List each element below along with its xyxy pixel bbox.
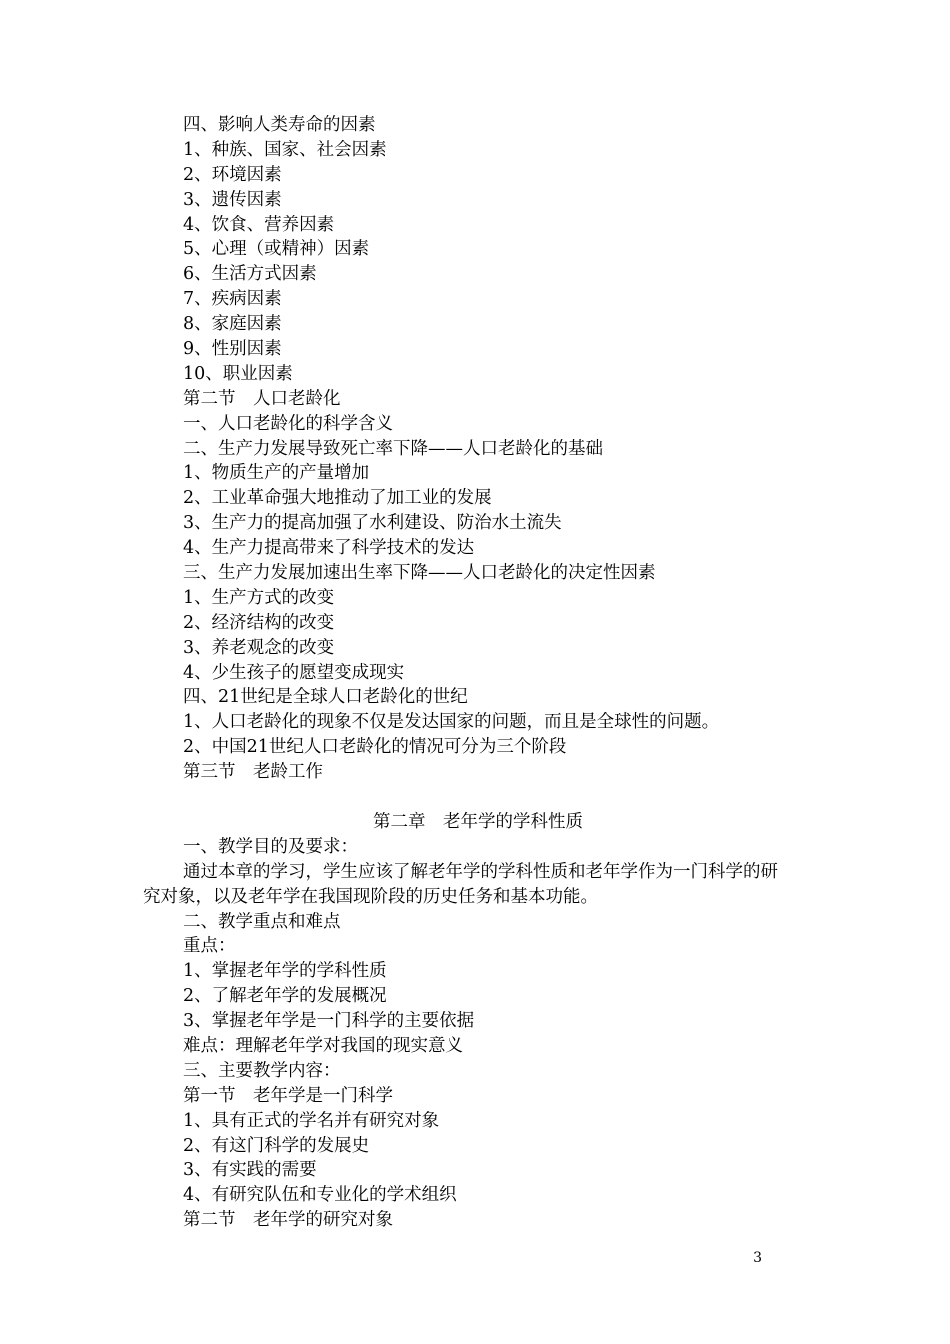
section-heading: 三、主要教学内容： <box>183 1060 341 1081</box>
list-item: 5、心理（或精神）因素 <box>183 239 370 260</box>
list-item: 2、了解老年学的发展概况 <box>183 986 387 1007</box>
section-heading: 一、教学目的及要求： <box>183 836 358 857</box>
section-heading: 二、教学重点和难点 <box>183 911 341 932</box>
list-item: 4、有研究队伍和专业化的学术组织 <box>183 1185 457 1206</box>
section-title: 第一节 老年学是一门科学 <box>183 1085 393 1106</box>
list-item: 2、中国21世纪人口老龄化的情况可分为三个阶段 <box>183 737 567 758</box>
section-heading: 二、生产力发展导致死亡率下降——人口老龄化的基础 <box>183 438 603 459</box>
section-title: 第三节 老龄工作 <box>183 762 323 783</box>
list-item: 9、性别因素 <box>183 339 282 360</box>
section-title: 第二节 人口老龄化 <box>183 388 341 409</box>
list-item: 3、养老观念的改变 <box>183 637 335 658</box>
list-item: 1、生产方式的改变 <box>183 587 335 608</box>
list-item: 3、有实践的需要 <box>183 1160 317 1181</box>
list-item: 4、少生孩子的愿望变成现实 <box>183 662 405 683</box>
list-item: 8、家庭因素 <box>183 314 282 335</box>
list-item: 1、人口老龄化的现象不仅是发达国家的问题，而且是全球性的问题。 <box>183 712 720 733</box>
list-item: 3、掌握老年学是一门科学的主要依据 <box>183 1011 475 1032</box>
list-item: 1、物质生产的产量增加 <box>183 463 370 484</box>
page-number: 3 <box>753 1250 762 1266</box>
list-item: 2、经济结构的改变 <box>183 612 335 633</box>
list-item: 2、有这门科学的发展史 <box>183 1135 370 1156</box>
list-item: 2、工业革命强大地推动了加工业的发展 <box>183 488 492 509</box>
list-item: 2、环境因素 <box>183 164 282 185</box>
list-item: 4、生产力提高带来了科学技术的发达 <box>183 538 475 559</box>
list-item: 3、遗传因素 <box>183 189 282 210</box>
list-item: 4、饮食、营养因素 <box>183 214 335 235</box>
list-item: 7、疾病因素 <box>183 289 282 310</box>
chapter-title-text: 第二章 老年学的学科性质 <box>373 811 583 832</box>
difficulty-text: 难点：理解老年学对我国的现实意义 <box>183 1035 463 1056</box>
page-content <box>143 113 783 1233</box>
list-item: 10、职业因素 <box>183 363 293 384</box>
spacer <box>143 785 783 810</box>
paragraph: 通过本章的学习，学生应该了解老年学的学科性质和老年学作为一门科学的研究对象，以及老年学在我国现阶段的历史任务和基本功能。 <box>143 861 778 907</box>
section-heading: 四、影响人类寿命的因素 <box>183 115 376 135</box>
section-heading: 四、21世纪是全球人口老龄化的世纪 <box>183 687 468 708</box>
list-item: 1、掌握老年学的学科性质 <box>183 961 387 982</box>
label: 重点： <box>183 936 236 957</box>
chapter-title <box>143 810 783 835</box>
list-item: 1、种族、国家、社会因素 <box>183 139 387 160</box>
list-item: 1、具有正式的学名并有研究对象 <box>183 1110 440 1131</box>
section-heading: 三、生产力发展加速出生率下降——人口老龄化的决定性因素 <box>183 563 656 584</box>
section-heading: 一、人口老龄化的科学含义 <box>183 413 393 434</box>
section-title: 第二节 老年学的研究对象 <box>183 1210 393 1231</box>
list-item: 3、生产力的提高加强了水利建设、防治水土流失 <box>183 513 562 534</box>
list-item: 6、生活方式因素 <box>183 264 317 285</box>
